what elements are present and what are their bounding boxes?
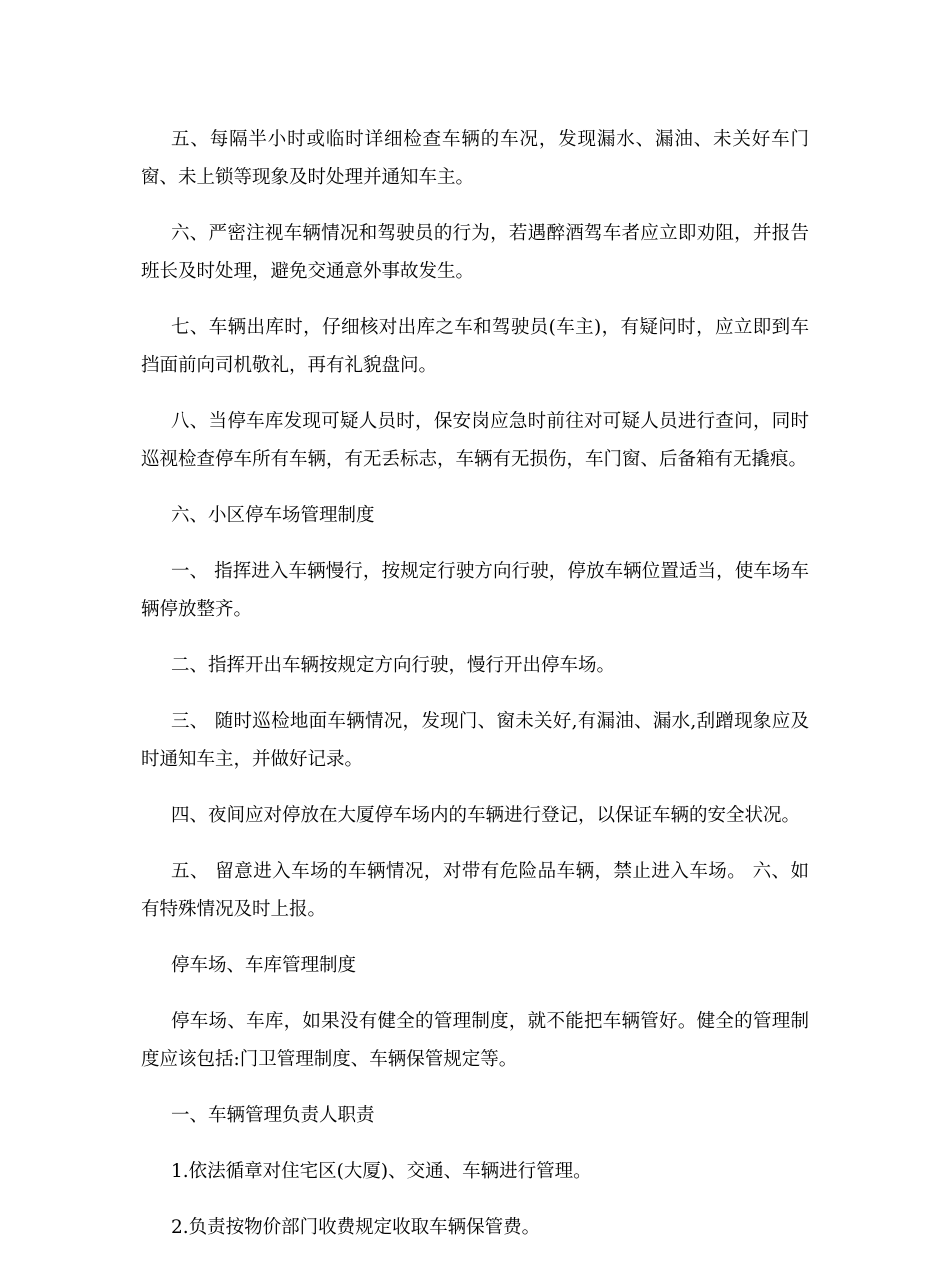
paragraph: 五、 留意进入车场的车辆情况，对带有危险品车辆，禁止进入车场。 六、如有特殊情况及时上报。	[141, 861, 809, 920]
section-heading: 一、车辆管理负责人职责	[171, 1105, 375, 1126]
list-item: 1.依法循章对住宅区(大厦)、交通、车辆进行管理。	[171, 1161, 592, 1182]
document-page	[141, 121, 809, 1265]
section-heading: 六、小区停车场管理制度	[171, 505, 375, 526]
section-heading: 停车场、车库管理制度	[171, 955, 357, 976]
list-item: 2.负责按物价部门收费规定收取车辆保管费。	[171, 1217, 541, 1238]
paragraph: 三、 随时巡检地面车辆情况，发现门、窗未关好,有漏油、漏水,刮蹭现象应及时通知车主，并做好记录。	[141, 711, 809, 770]
paragraph: 停车场、车库，如果没有健全的管理制度，就不能把车辆管好。健全的管理制度应该包括:门卫管理制度、车辆保管规定等。	[141, 1011, 809, 1070]
paragraph: 八、当停车库发现可疑人员时，保安岗应急时前往对可疑人员进行查问，同时巡视检查停车所有车辆，有无丢标志，车辆有无损伤，车门窗、后备箱有无撬痕。	[141, 411, 809, 470]
paragraph: 六、严密注视车辆情况和驾驶员的行为，若遇醉酒驾车者应立即劝阻，并报告班长及时处理，避免交通意外事故发生。	[141, 223, 809, 282]
paragraph: 四、夜间应对停放在大厦停车场内的车辆进行登记，以保证车辆的安全状况。	[171, 805, 801, 826]
paragraph: 七、车辆出库时，仔细核对出库之车和驾驶员(车主)，有疑问时，应立即到车挡面前向司机敬礼，再有礼貌盘问。	[141, 317, 809, 376]
paragraph: 二、指挥开出车辆按规定方向行驶，慢行开出停车场。	[171, 655, 616, 676]
paragraph: 五、每隔半小时或临时详细检查车辆的车况，发现漏水、漏油、未关好车门窗、未上锁等现象及时处理并通知车主。	[141, 129, 809, 188]
paragraph: 一、 指挥进入车辆慢行，按规定行驶方向行驶，停放车辆位置适当，使车场车辆停放整齐。	[141, 561, 809, 620]
